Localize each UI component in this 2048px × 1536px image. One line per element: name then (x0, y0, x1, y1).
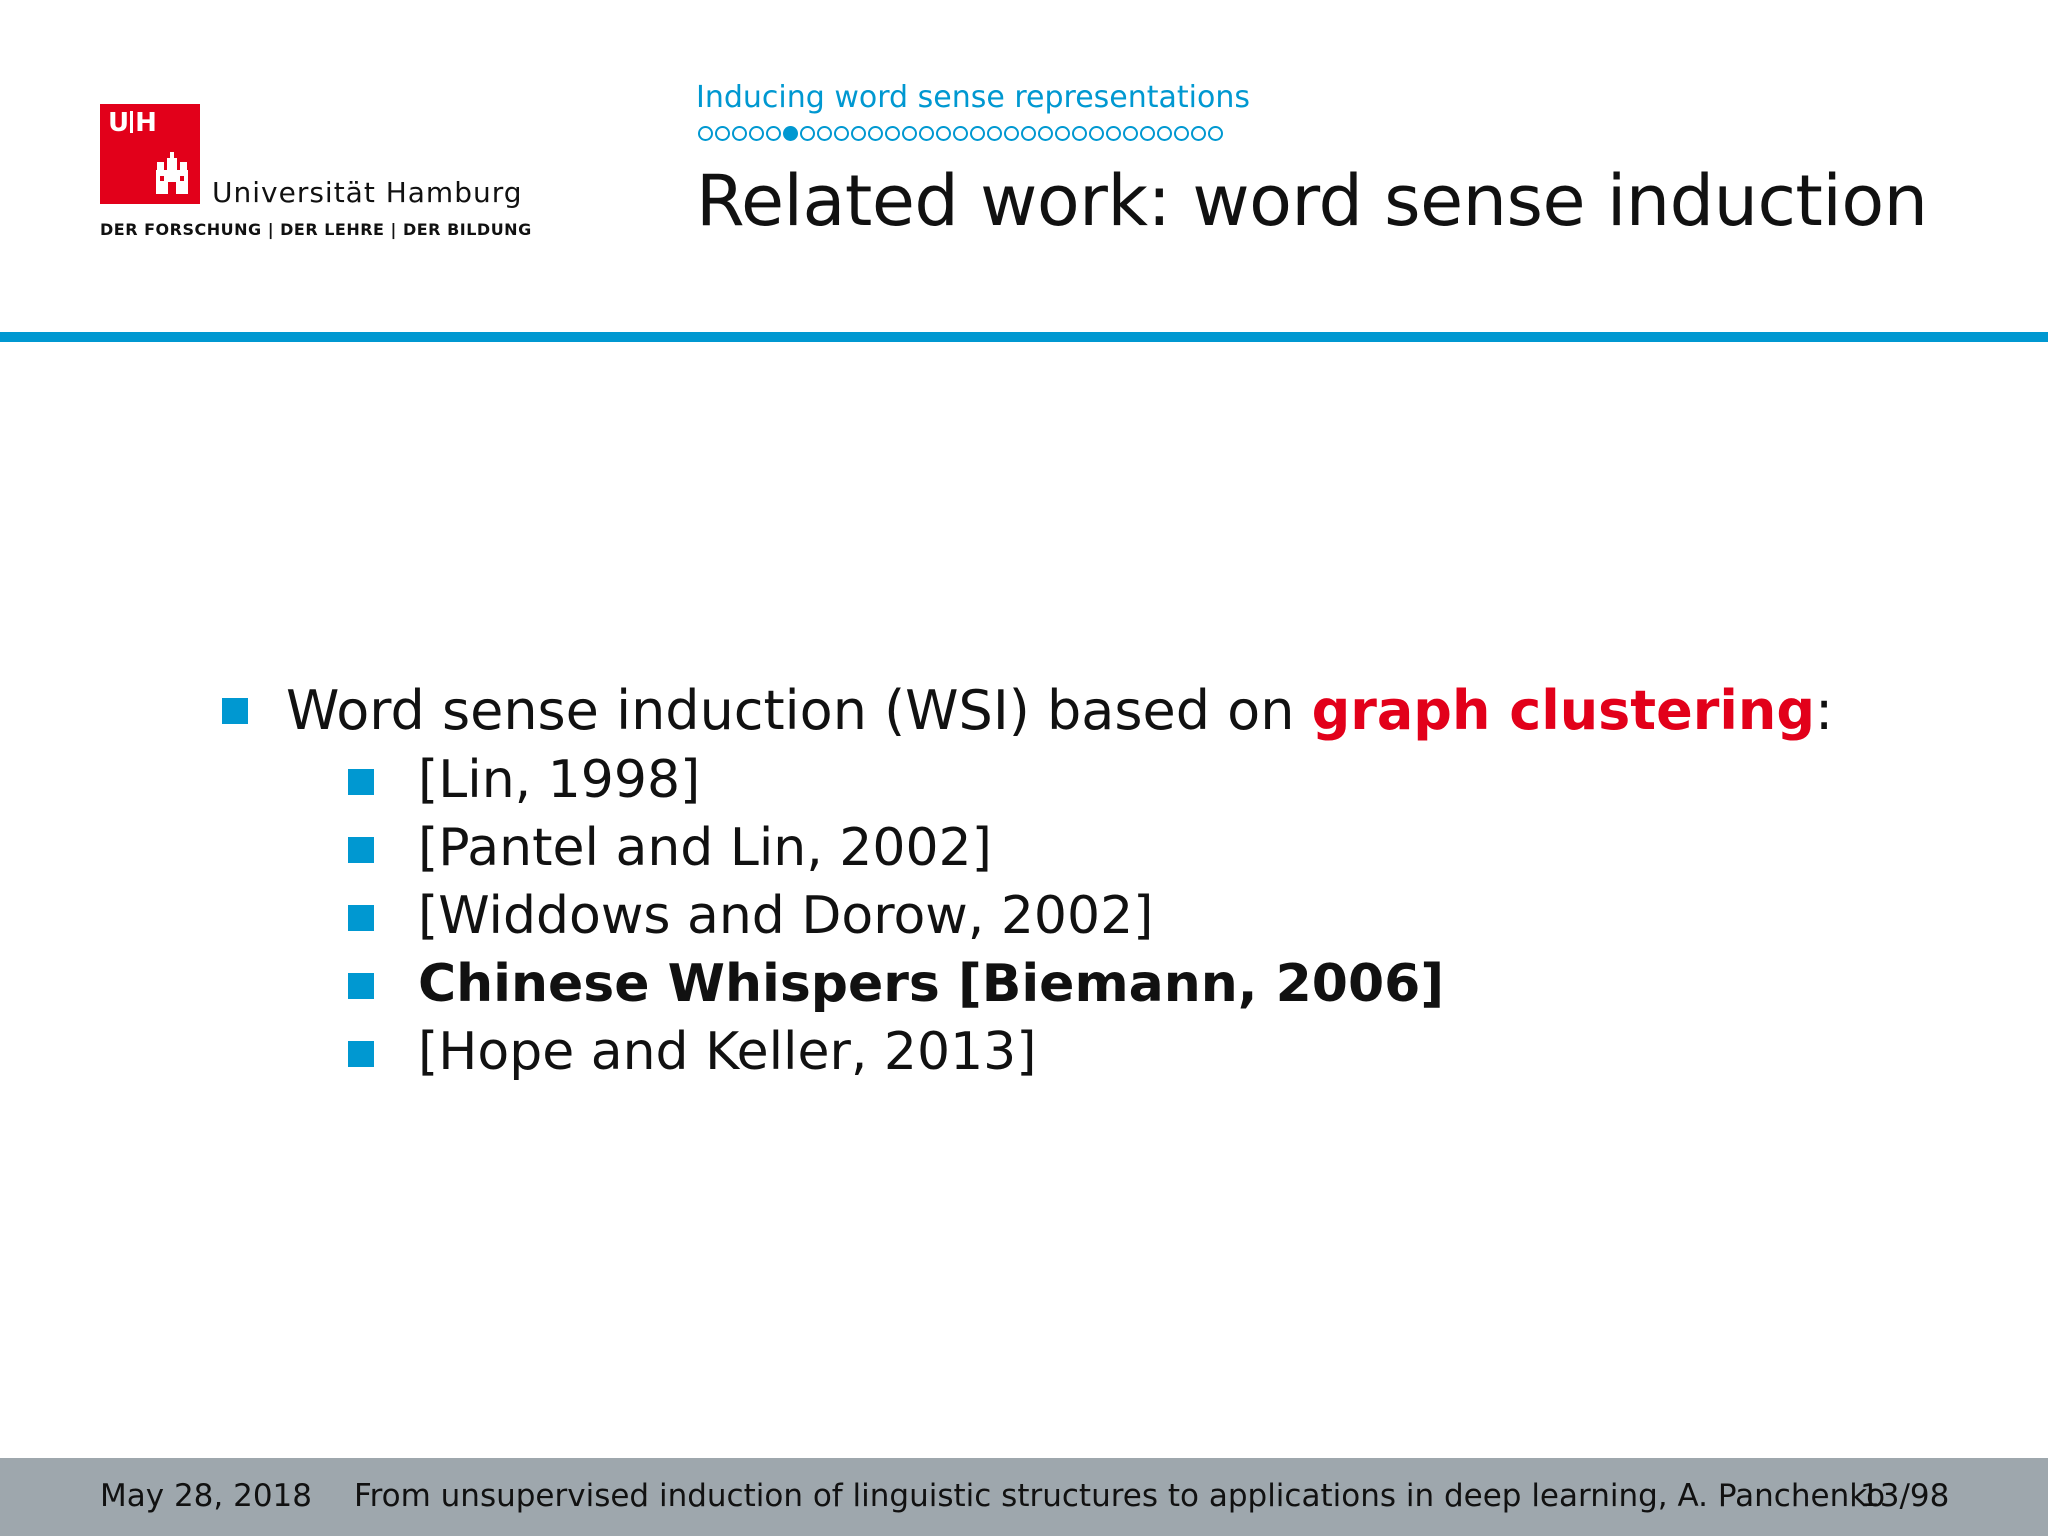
citation-text: [Pantel and Lin, 2002] (418, 818, 992, 878)
nav-dot[interactable] (1089, 126, 1104, 141)
bullet-square-icon (348, 905, 374, 931)
nav-dot[interactable] (1140, 126, 1155, 141)
citation-text: [Lin, 1998] (418, 750, 701, 810)
nav-dot[interactable] (885, 126, 900, 141)
frame-navigation-dots (698, 126, 1223, 141)
list-item (348, 1018, 1833, 1086)
nav-dot-current[interactable] (783, 126, 798, 141)
bullet-square-icon (222, 698, 248, 724)
citation-text: [Hope and Keller, 2013] (418, 1022, 1037, 1082)
footer-title: From unsupervised induction of linguistic structures to applications in deep learning, A. Panchenko (354, 1478, 1886, 1514)
list-item (348, 950, 1833, 1018)
castle-icon (154, 152, 190, 196)
bullet-wsi (220, 676, 1833, 746)
nav-dot[interactable] (987, 126, 1002, 141)
nav-dot[interactable] (800, 126, 815, 141)
nav-dot[interactable] (970, 126, 985, 141)
nav-dot[interactable] (902, 126, 917, 141)
nav-dot[interactable] (1174, 126, 1189, 141)
bullet-suffix: : (1814, 679, 1834, 742)
nav-dot[interactable] (1038, 126, 1053, 141)
slide-content (220, 676, 1833, 1086)
nav-dot[interactable] (817, 126, 832, 141)
nav-dot[interactable] (1021, 126, 1036, 141)
university-name: Universität Hamburg (212, 176, 523, 209)
page-number: 13/98 (1860, 1478, 1950, 1514)
university-motto: DER FORSCHUNG | DER LEHRE | DER BILDUNG (100, 220, 532, 239)
bullet-text: Word sense induction (WSI) based on (286, 679, 1312, 742)
nav-dot[interactable] (868, 126, 883, 141)
bullet-square-icon (348, 837, 374, 863)
section-title[interactable]: Inducing word sense representations (696, 80, 1250, 115)
bullet-square-icon (348, 769, 374, 795)
nav-dot[interactable] (851, 126, 866, 141)
nav-dot[interactable] (1004, 126, 1019, 141)
footer-date: May 28, 2018 (100, 1478, 312, 1514)
nav-dot[interactable] (732, 126, 747, 141)
citation-text: Chinese Whispers [Biemann, 2006] (418, 954, 1445, 1014)
nav-dot[interactable] (766, 126, 781, 141)
citation-list (348, 746, 1833, 1086)
nav-dot[interactable] (1208, 126, 1223, 141)
nav-dot[interactable] (834, 126, 849, 141)
header-divider (0, 332, 2048, 342)
nav-dot[interactable] (698, 126, 713, 141)
logo-mark: U H (108, 108, 156, 138)
nav-dot[interactable] (1191, 126, 1206, 141)
list-item (348, 814, 1833, 882)
nav-dot[interactable] (1106, 126, 1121, 141)
nav-dot[interactable] (715, 126, 730, 141)
bullet-highlight: graph clustering (1311, 679, 1815, 742)
nav-dot[interactable] (749, 126, 764, 141)
nav-dot[interactable] (1055, 126, 1070, 141)
nav-dot[interactable] (919, 126, 934, 141)
slide-footer (0, 1458, 2048, 1536)
list-item (348, 746, 1833, 814)
bullet-square-icon (348, 973, 374, 999)
nav-dot[interactable] (1123, 126, 1138, 141)
list-item (348, 882, 1833, 950)
nav-dot[interactable] (1157, 126, 1172, 141)
citation-text: [Widdows and Dorow, 2002] (418, 886, 1154, 946)
nav-dot[interactable] (953, 126, 968, 141)
logo-red-box (100, 104, 200, 204)
nav-dot[interactable] (936, 126, 951, 141)
bullet-square-icon (348, 1041, 374, 1067)
nav-dot[interactable] (1072, 126, 1087, 141)
frame-title: Related work: word sense induction (696, 160, 1928, 242)
